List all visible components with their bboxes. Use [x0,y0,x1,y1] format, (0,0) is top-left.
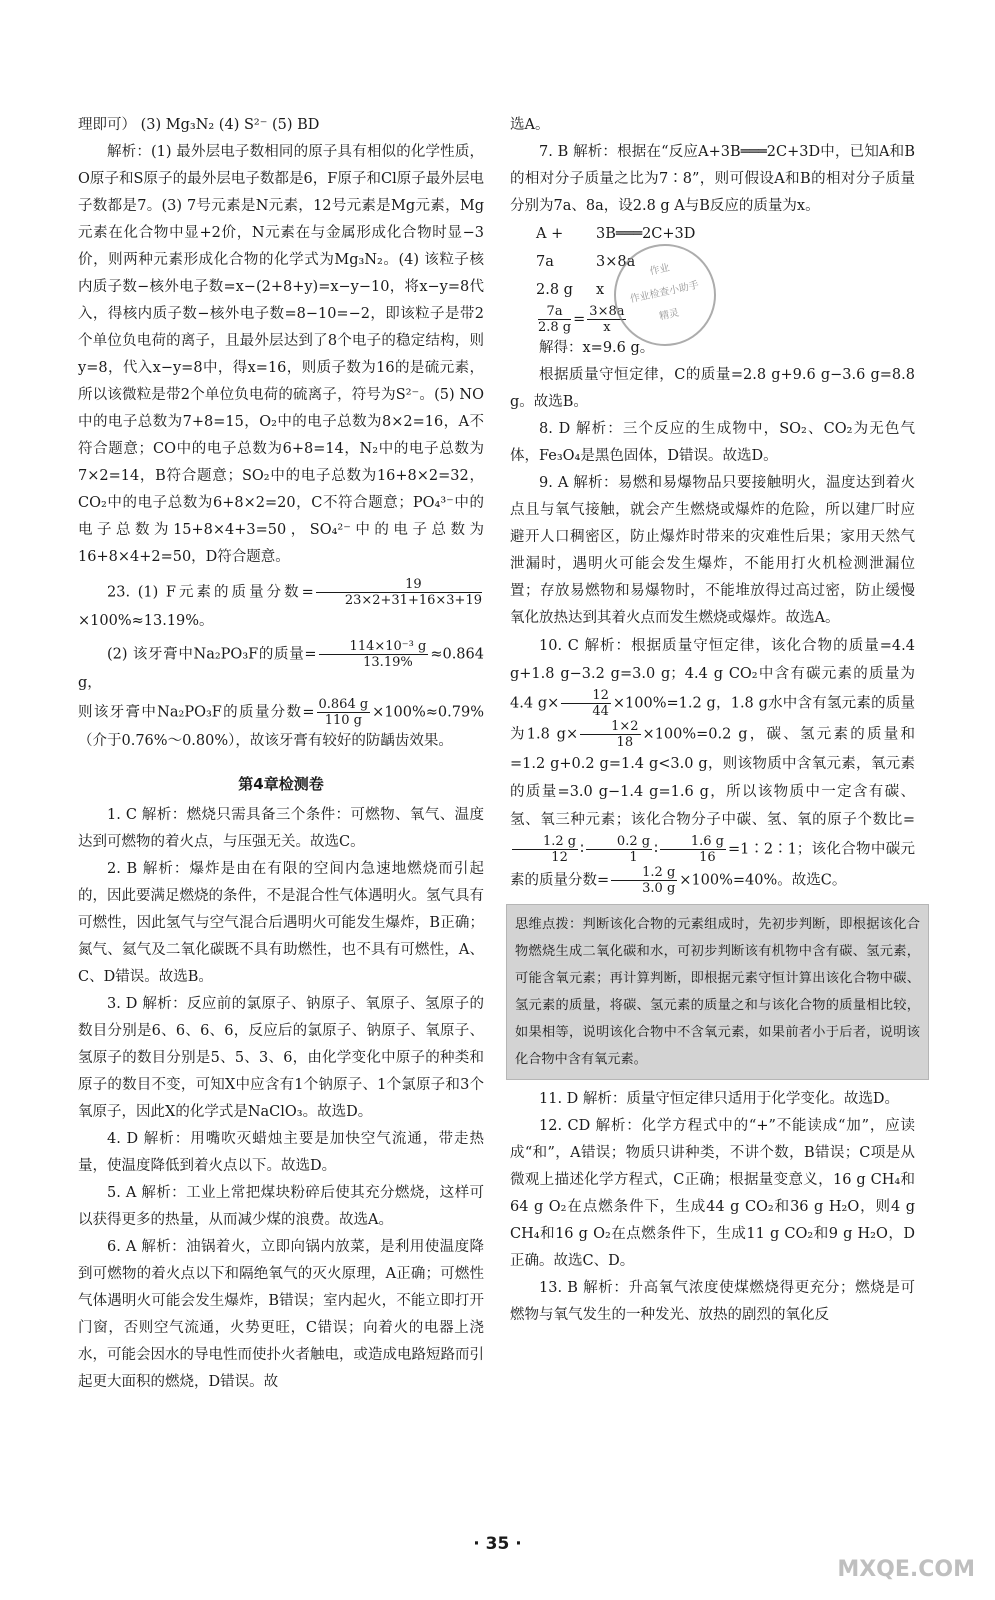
answer-11: 11. D 解析：质量守恒定律只适用于化学变化。故选D。 [539,1091,900,1107]
chapter-title: 第4章检测卷 [238,775,324,793]
equation-block: A + 3B═══2C+3D 7a 3×8a 2.8 g x [536,226,696,298]
answer-3: 3. D 解析：反应前的氯原子、钠原子、氧原子、氢原子的数目分别是6、6、6、6，反应后的氯原子、钠原子、氧原子、氢原子的数目分别是5、5、3、6，由化学变化中原子的种类和原子的数目不变，可知X中应含有1个钠原子、1个氯原子和3个氧原子，因此X的化学式是NaClO₃。故选D。 [78,996,484,1120]
answer-4: 4. D 解析：用嘴吹灭蜡烛主要是加快空气流通，带走热量，使温度降低到着火点以下。故选D。 [78,1131,484,1174]
q23-part2: (2) 该牙膏中Na₂PO₃F的质量= $\frac{\text{114×10⁻³ g}}{13.19\%}$ ≈0.864 g， [78,639,484,691]
fraction: $\frac{3\times 8a}{x}$ [589,304,625,335]
fraction: $\frac{\text{114×10⁻³ g}}{13.19\%}$ [319,639,429,670]
answer-12: 12. CD 解析：化学方程式中的“+”不能读成“加”，应读成“和”，A错误；物质只讲种类，不讲个数，B错误；C项是从微观上描述化学方程式，C正确；根据量变意义，16 g CH₄和64 g O₂在点燃条件下，生成44 g CO₂和36 g H₂O，则4 g CH₄和16 g O₂在点燃条件下，生成11 g CO₂和9 g H₂O，D正确。故选C、D。 [510,1118,915,1269]
fraction: $\frac{7a}{2.8 g}$ [538,304,572,335]
answer-5: 5. A 解析：工业上常把煤块粉碎后使其充分燃烧，这样可以获得更多的热量，从而减少煤的浪费。故选A。 [78,1185,484,1228]
thinking-tip-box: 思维点拨：判断该化合物的元素组成时，先初步判断，即根据该化合物燃烧生成二氧化碳和水，可初步判断该有机物中含有碳、氢元素，可能含氧元素；再计算判断，即根据元素守恒计算出该化合物中碳、氢元素的质量，将碳、氢元素的质量之和与该化合物的质量相比较，如果相等，说明该化合物中不含氧元素，如果前者小于后者，说明该化合物中含有氧元素。 [506,904,929,1080]
answer-2: 2. B 解析：爆炸是由在有限的空间内急速地燃烧而引起的，因此要满足燃烧的条件，不是混合性气体遇明火。氢气具有可燃性，因此氢气与空气混合后遇明火可能发生爆炸，B正确；氮气、氦气及二氧化碳既不具有助燃性，也不具有可燃性，A、C、D错误。故选B。 [78,861,484,985]
homework-stamp: 作业 作业检查小助手 精灵 [605,235,726,356]
fraction: $\frac{0.2 g}{1}$ [586,834,652,865]
answer-7: 7. B 解析：根据在“反应A+3B═══2C+3D中，已知A和B的相对分子质量之比为7∶8”，则可假设A和B的相对分子质量分别为7a、8a，设2.8 g A与B反应的质量为x。 [510,144,915,214]
answer-9: 9. A 解析：易燃和易爆物品只要接触明火，温度达到着火点且与氧气接触，就会产生燃烧或爆炸的危险，所以建厂时应避开人口稠密区，防止爆炸时带来的灾难性后果；家用天然气泄漏时，遇明火可能会发生爆炸，不能用打火机检测泄漏位置；存放易燃物和易爆物时，不能堆放得过高过密，防止缓慢氧化放热达到其着火点而发生燃烧或爆炸。故选A。 [510,475,915,626]
answer-7-conclusion: 根据质量守恒定律，C的质量=2.8 g+9.6 g−3.6 g=8.8 g。故选B。 [510,367,915,410]
fraction: $\frac{1.2 g}{3.0 g}$ [611,865,677,896]
page-number: · 35 · [473,1534,522,1554]
solve-result: 解得：x=9.6 g。 [539,340,655,356]
answer-10: 10. C 解析：根据质量守恒定律，该化合物的质量=4.4 g+1.8 g−3.2 g=3.0 g；4.4 g CO₂中含有碳元素的质量为4.4 g× $\frac{12}{44}$ ×100%=1.2 g，1.8 g水中含有氢元素的质量为1.8 g× $\frac{1\times 2}{18}$ ×100%=0.2 g，碳、氢元素的质量和=1.2 g+0.2 g=1.4 g<3.0 g，则该物质中含氧元素，氧元素的质量=3.0 g−1.4 g=1.6 g，所以该物质中一定含有碳、氢、氧三种元素；该化合物分子中碳、氢、氧的原子个数比= $\frac{1.2 g}{12}$ ∶ $\frac{0.2 g}{1}$ ∶ $\frac{1.6 g}{16}$ =1∶2∶1；该化合物中碳元素的质量分数= $\frac{1.2 g}{3.0 g}$ ×100%=40%。故选C。 [510,638,916,896]
fraction: $\frac{12}{44}$ [561,688,611,719]
fraction: $\frac{19}{23\times 2+31+16\times 3+19}$ [316,577,482,608]
answer-6-tail: 选A。 [510,117,550,133]
answer-1: 1. C 解析：燃烧只需具备三个条件：可燃物、氧气、温度达到可燃物的着火点，与压强无关。故选C。 [78,807,484,850]
fraction: $\frac{1\times 2}{18}$ [580,719,640,750]
answer-13: 13. B 解析：升高氧气浓度使煤燃烧得更充分；燃烧是可燃物与氧气发生的一种发光、放热的剧烈的氧化反 [510,1280,915,1323]
q22-analysis: 解析：(1) 最外层电子数相同的原子具有相似的化学性质，O原子和S原子的最外层电子数都是6，F原子和Cl原子最外层电子数都是7。(3) 7号元素是N元素，12号元素是Mg元素，Mg元素在化合物中显+2价，N元素在与金属形成化合物时显−3价，则两种元素形成化合物的化学式为Mg₃N₂。(4) 该粒子核内质子数−核外电子数=x−(2+8+y)=x−y−10，将x−y=8代入，得核内质子数−核外电子数=8−10=−2，即该粒子是带2个单位负电荷的离子，且最外层达到了8个电子的稳定结构，则y=8，代入x−y=8中，得x=16，则质子数为16的是硫元素，所以该微粒是带2个单位负电荷的硫离子，符号为S²⁻。(5) NO中的电子总数为7+8=15，O₂中的电子总数为8×2=16，A不符合题意；CO中的电子总数为6+8=14，N₂中的电子总数为7×2=14，B符合题意；SO₂中的电子总数为16+8×2=32，CO₂中的电子总数为6+8×2=20，C不符合题意；PO₄³⁻中的电子总数为15+8×4+3=50，SO₄²⁻中的电子总数为16+8×4+2=50，D符合题意。 [78,144,484,565]
q22-answer-tail: 理即可） (3) Mg₃N₂ (4) S²⁻ (5) BD [78,117,320,133]
fraction: $\frac{1.2 g}{12}$ [512,834,578,865]
q23-part1: 23. (1) F元素的质量分数= $\frac{19}{23\times 2+31+16\times 3+19}$ ×100%≈13.19%。 [78,577,482,629]
left-column [78,112,484,1396]
fraction: $\frac{0.864 g}{110 g}$ [318,697,369,728]
answer-8: 8. D 解析：三个反应的生成物中，SO₂、CO₂为无色气体，Fe₃O₄是黑色固体，D错误。故选D。 [510,421,915,464]
fraction: $\frac{1.6 g}{16}$ [660,834,726,865]
watermark-logo: MXQE.COM [837,1557,975,1582]
answer-6: 6. A 解析：油锅着火，立即向锅内放菜，是利用使温度降到可燃物的着火点以下和隔绝氧气的灭火原理，A正确；可燃性气体遇明火可能会发生爆炸，B错误；室内起火，不能立即打开门窗，否则空气流通，火势更旺，C错误；向着火的电器上浇水，可能会因水的导电性而使扑火者触电，或造成电路短路而引起更大面积的燃烧，D错误。故 [78,1239,484,1390]
proportion-equation: $\frac{7a}{2.8 g}$ = $\frac{3\times 8a}{x}$ [538,304,625,335]
q23-part3: 则该牙膏中Na₂PO₃F的质量分数= $\frac{0.864 g}{110 g}$ ×100%≈0.79%（介于0.76%～0.80%），故该牙膏有较好的防龋齿效果。 [78,697,484,749]
